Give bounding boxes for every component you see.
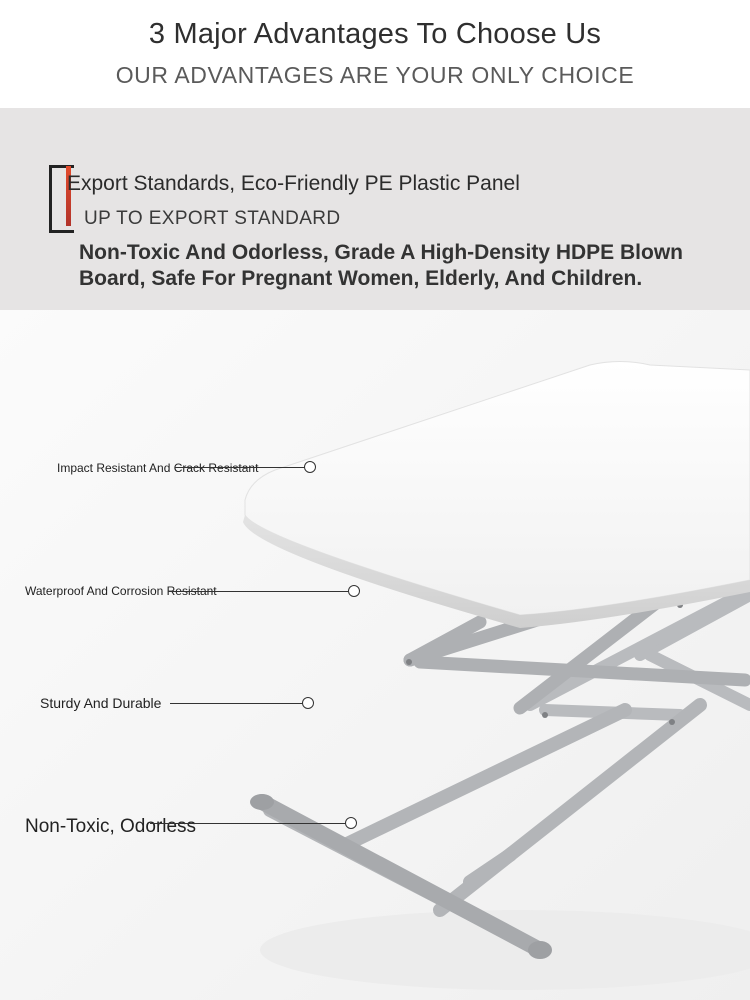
callout-sturdy: Sturdy And Durable [40,695,162,711]
callout-waterproof: Waterproof And Corrosion Resistant [25,584,217,598]
page-subtitle: OUR ADVANTAGES ARE YOUR ONLY CHOICE [115,62,635,88]
callout-impact-resistant: Impact Resistant And Crack Resistant [57,461,259,475]
callout-leader-line [170,703,303,704]
folding-table-image [0,310,750,1000]
page-title: 3 Major Advantages To Choose Us [148,18,602,50]
callout-marker-icon [302,697,314,709]
feature-subtitle: UP TO EXPORT STANDARD [84,208,341,229]
callout-non-toxic: Non-Toxic, Odorless [25,816,197,837]
callout-leader-line [150,823,346,824]
callout-leader-line [175,467,305,468]
callout-leader-line [168,591,349,592]
feature-title: Export Standards, Eco-Friendly PE Plastic Panel [67,172,520,195]
callout-marker-icon [348,585,360,597]
product-photo [0,310,750,1000]
header-section [0,0,750,108]
feature-description: Non-Toxic And Odorless, Grade A High-Density HDPE Blown Board, Safe For Pregnant Women, Elderly, And Children. [79,241,683,290]
callout-marker-icon [345,817,357,829]
callout-marker-icon [304,461,316,473]
